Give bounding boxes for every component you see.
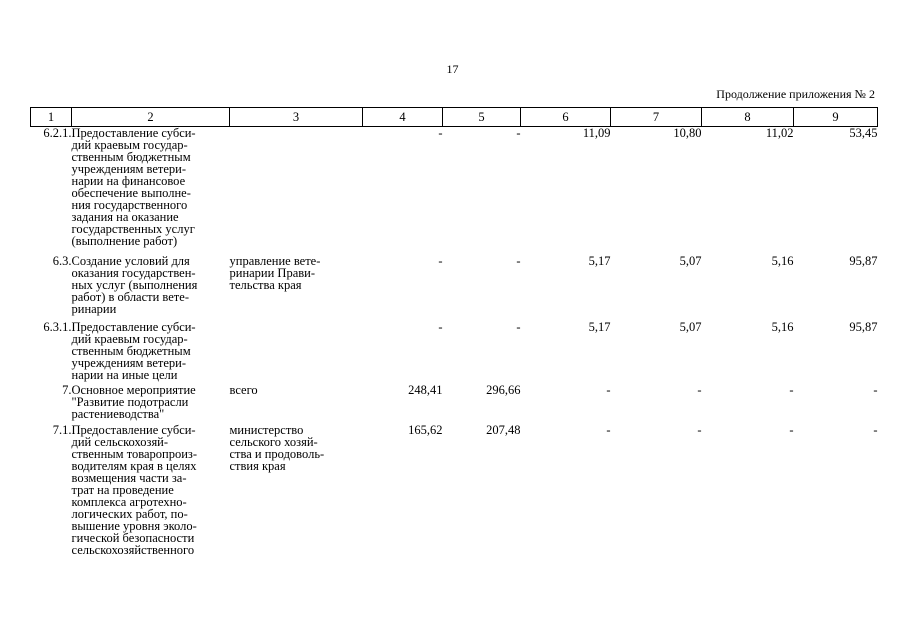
page-number: 17 <box>446 62 459 76</box>
table-row <box>31 127 878 256</box>
value-col-4: 248,41 <box>408 383 443 397</box>
value-col-5: 207,48 <box>486 423 521 437</box>
value-col-4: 165,62 <box>408 423 443 437</box>
continuation-note: Продолжение приложения № 2 <box>716 87 875 101</box>
value-col-4: - <box>438 126 443 140</box>
value-col-5: 296,66 <box>486 383 521 397</box>
table-row <box>31 321 878 384</box>
row-number: 6.2.1. <box>43 126 72 140</box>
column-header: 6 <box>521 108 611 127</box>
table-row <box>31 255 878 321</box>
row-number: 6.3.1. <box>43 320 72 334</box>
value-col-7: - <box>697 383 702 397</box>
value-col-8: 5,16 <box>771 254 794 268</box>
value-col-8: - <box>789 383 794 397</box>
value-col-9: - <box>873 423 878 437</box>
value-col-7: - <box>697 423 702 437</box>
value-col-9: 95,87 <box>849 320 878 334</box>
executor <box>230 127 363 256</box>
executor: министерство сельского хозяй- ства и продоволь- ствия края <box>229 423 325 473</box>
column-header: 2 <box>72 108 230 127</box>
value-col-8: - <box>789 423 794 437</box>
value-col-8: 5,16 <box>771 320 794 334</box>
column-header: 3 <box>230 108 363 127</box>
value-col-7: 10,80 <box>673 126 702 140</box>
value-col-5: - <box>516 320 521 334</box>
value-col-9: - <box>873 383 878 397</box>
measure-name: Основное мероприятие "Развитие подотрасли растениеводства" <box>71 383 196 421</box>
value-col-4: - <box>438 320 443 334</box>
value-col-8: 11,02 <box>765 126 794 140</box>
value-col-6: 5,17 <box>588 320 611 334</box>
measure-name: Создание условий для оказания государствен- ных услуг (выполнения работ) в области вете- ринарии <box>71 254 198 316</box>
row-number: 7.1. <box>52 423 72 437</box>
column-header: 8 <box>702 108 794 127</box>
table-row <box>31 384 878 424</box>
row-number: 6.3. <box>52 254 72 268</box>
appendix-table <box>30 107 878 574</box>
measure-name: Предоставление субси- дий сельскохозяй- ственным товаропроиз- водителям края в целях возмещения части за- трат на проведение комплекса агротехно- логических работ, по- вышение уровня эколо- гической безопасности сельскохозяйственного <box>71 423 198 557</box>
column-header: 1 <box>31 108 72 127</box>
table-header-row <box>31 108 878 127</box>
row-number: 7. <box>62 383 72 397</box>
measure-name: Предоставление субси- дий краевым государ- ственным бюджетным учреждениям ветери- нарии на иные цели <box>71 320 196 382</box>
column-header: 7 <box>611 108 702 127</box>
value-col-6: 11,09 <box>582 126 611 140</box>
value-col-6: - <box>606 383 611 397</box>
value-col-7: 5,07 <box>679 320 702 334</box>
value-col-9: 53,45 <box>849 126 878 140</box>
table-row <box>31 424 878 574</box>
executor <box>230 321 363 384</box>
value-col-9: 95,87 <box>849 254 878 268</box>
value-col-7: 5,07 <box>679 254 702 268</box>
value-col-5: - <box>516 254 521 268</box>
value-col-6: 5,17 <box>588 254 611 268</box>
column-header: 5 <box>443 108 521 127</box>
measure-name: Предоставление субси- дий краевым государ- ственным бюджетным учреждениям ветери- нарии на финансовое обеспечение выполне- ния государственного задания на оказание государственных услуг (выполнение работ) <box>71 126 196 248</box>
value-col-6: - <box>606 423 611 437</box>
column-header: 4 <box>363 108 443 127</box>
column-header: 9 <box>794 108 878 127</box>
executor: всего <box>229 383 258 397</box>
executor: управление вете- ринарии Прави- тельства края <box>229 254 321 292</box>
value-col-4: - <box>438 254 443 268</box>
value-col-5: - <box>516 126 521 140</box>
